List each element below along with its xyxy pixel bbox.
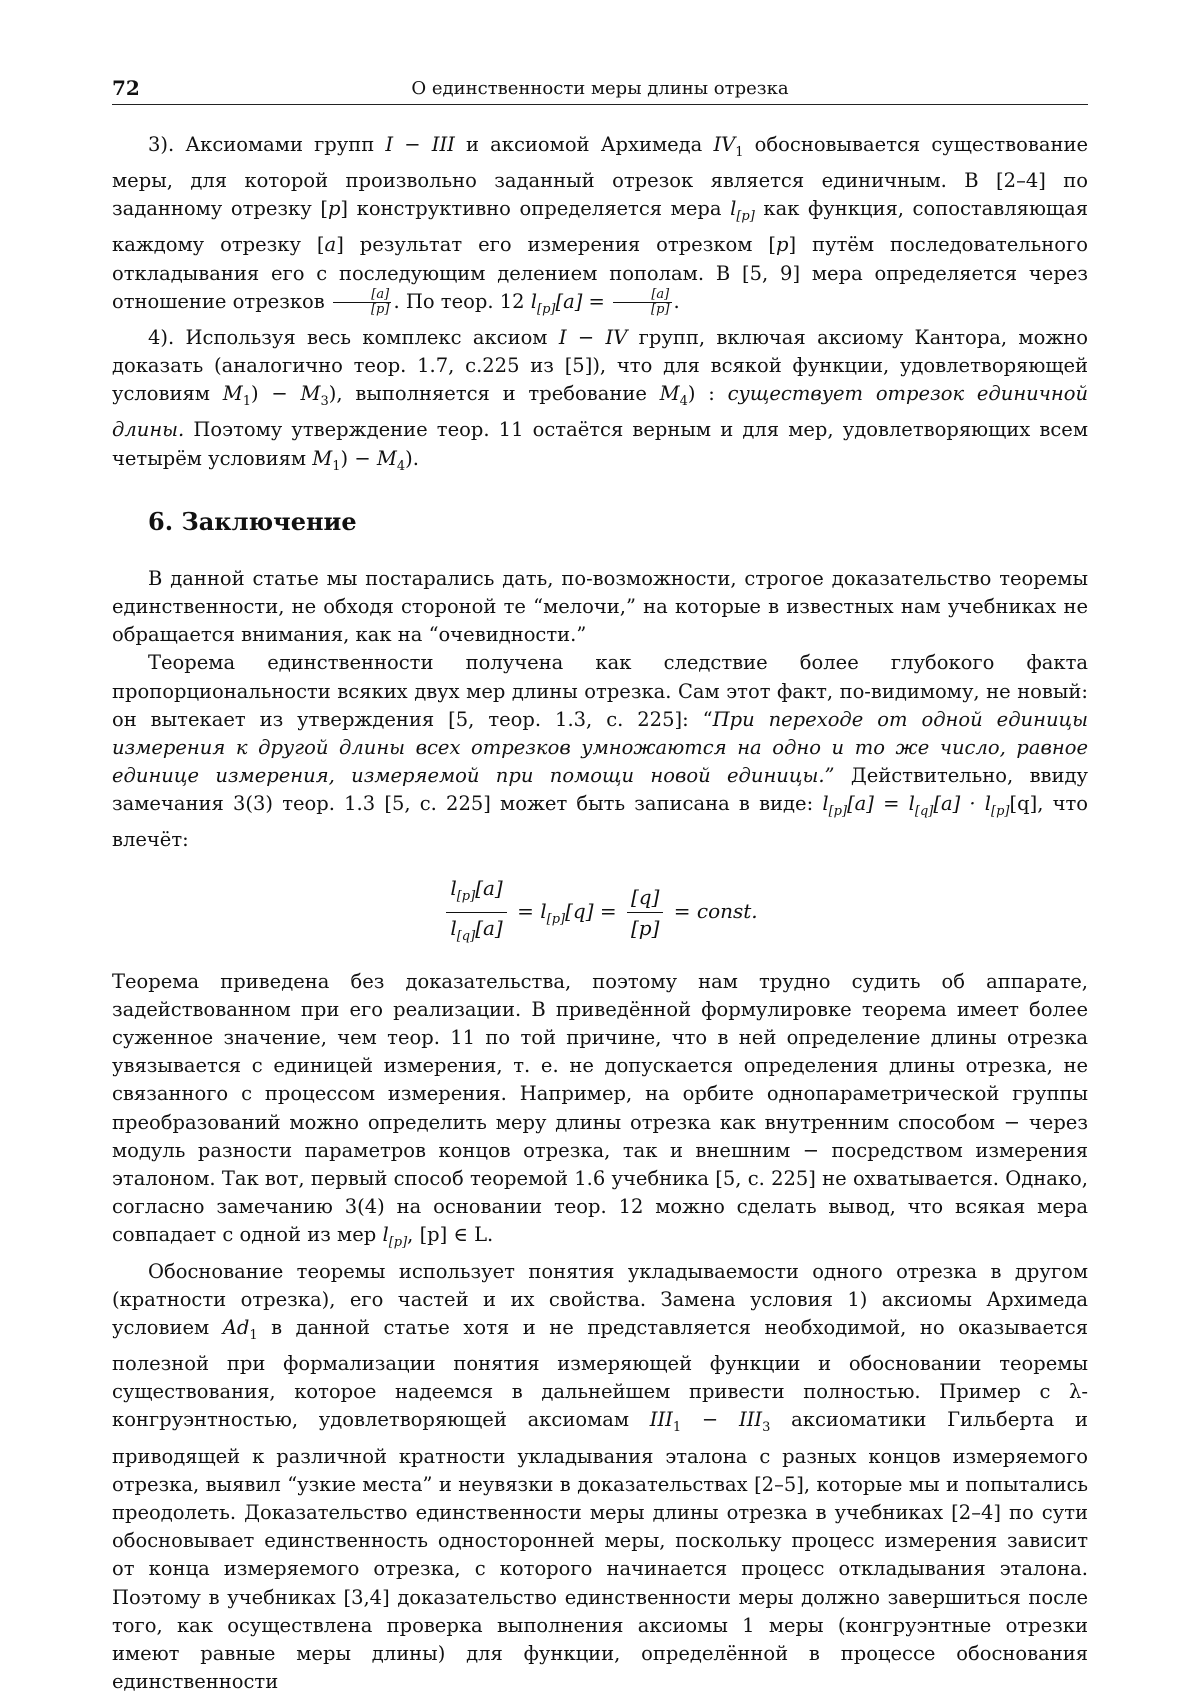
fraction-a-over-p: $\frac{[a]}{[p]}$ <box>333 288 391 317</box>
equation-fraction-left: $\frac{l_{[p]}[a]}{l_{[q]}[a]}$ <box>446 873 506 952</box>
page-number: 72 <box>112 76 140 100</box>
fraction-a-over-p-2: $\frac{[a]}{[p]}$ <box>613 288 671 317</box>
equation-fraction-right: $\frac{[q]}{[p]}$ <box>627 882 663 943</box>
paragraph-remark-3: 3). Аксиомами групп I − III и аксиомой Архимеда $IV_1$ обосновывается существование меры, для которой произвольно заданный отрезок является единичным. В [2–4] по заданному отрезку [p] конструктивно определяется мера $l_{[p]}$ как функция, сопоставляющая каждому отрезку [a] результат его измерения отрезком [p] путём последовательного откладывания его с последующим делением пополам. В [5, 9] мера определяется через отношение отрезков $\frac{[a]}{[p]}$ . По теор. 12 $l_{[p]}[a]$ = $\frac{[a]}{[p]}$ . <box>112 133 1088 317</box>
paragraph-conclusion-3: Теорема приведена без доказательства, поэтому нам трудно судить об аппарате, задействованном при его реализации. В приведённой формулировке теорема имеет более суженное значение, чем теор. 11 по той причине, что в ней определение длины отрезка увязывается с единицей измерения, т. е. не допускается определения длины отрезка, не связанного с процессом измерения. Например, на орбите однопараметрической группы преобразований можно определить меру длины отрезка как внутренним способом − через модуль разности параметров концов отрезка, так и внешним − посредством измерения эталоном. Так вот, первый способ теоремой 1.6 учебника [5, с. 225] не охватывается. Однако, согласно замечанию 3(4) на основании теор. 12 можно сделать вывод, что всякая мера совпадает с одной из мер $l_{[p]}$, [p] ∈ L. <box>112 969 1088 1251</box>
display-equation: $\frac{l_{[p]}[a]}{l_{[q]}[a]}$ = $l_{[p]}[q]$ = $\frac{[q]}{[p]}$ = const. <box>112 873 1088 952</box>
running-title: О единственности меры длины отрезка <box>411 78 789 99</box>
paragraph-remark-4: 4). Используя весь комплекс аксиом I − IV групп, включая аксиому Кантора, можно доказать (аналогично теор. 1.7, с.225 из [5]), что для всякой функции, удовлетворяющей условиям $M_1) - M_3$), выполняется и требование $M_4$) : существует отрезок единичной длины. Поэтому утверждение теор. 11 остаётся верным и для мер, удовлетворяющих всем четырём условиям $M_1) - M_4$). <box>112 325 1089 474</box>
paragraph-conclusion-2: Теорема единственности получена как следствие более глубокого факта пропорциональности всяких двух мер длины отрезка. Сам этот факт, по-видимому, не новый: он вытекает из утверждения [5, теор. 1.3, с. 225]: “При переходе от одной единицы измерения к другой длины всех отрезков умножаются на одно и то же число, равное единице измерения, измеряемой при помощи новой единицы.” Действительно, ввиду замечания 3(3) теор. 1.3 [5, с. 225] может быть записана в виде: $l_{[p]}[a] = l_{[q]}[a] \cdot l_{[p]}[q]$, что влечёт: <box>112 651 1089 852</box>
paragraph-conclusion-4: Обоснование теоремы использует понятия укладываемости одного отрезка в другом (кратности отрезка), его частей и их свойства. Замена условия 1) аксиомы Архимеда условием $Ad_1$ в данной статье хотя и не представляется необходимой, но оказывается полезной при формализации понятия измеряющей функции и обосновании теоремы существования, которое надеемся в дальнейшем привести полностью. Пример с λ-конгруэнтностью, удовлетворяющей аксиомам $III_1 - III_3$ аксиоматики Гильберта и приводящей к различной кратности укладывания эталона с разных концов измеряемого отрезка, выявил “узкие места” и неувязки в доказательствах [2–5], которые мы и попытались преодолеть. Доказательство единственности меры длины отрезка в учебниках [2–4] по сути обосновывает единственность односторонней меры, поскольку процесс измерения зависит от конца измеряемого отрезка, с которого начинается процесс откладывания эталона. Поэтому в учебниках [3,4] доказательство единственности меры должно завершиться после того, как осуществлена проверка выполнения аксиомы 1 меры (конгруэнтные отрезки имеют равные меры длины) для функции, определённой в процессе обоснования единственности <box>112 1259 1088 1694</box>
section-heading: 6. Заключение <box>148 506 357 536</box>
paragraph-conclusion-1: В данной статье мы постарались дать, по-возможности, строгое доказательство теоремы единственности, не обходя стороной те “мелочи,” на которые в известных нам учебниках не обращается внимания, как на “очевидности.” <box>112 566 1088 647</box>
page-header <box>112 74 1088 105</box>
article-body <box>112 131 1088 1696</box>
